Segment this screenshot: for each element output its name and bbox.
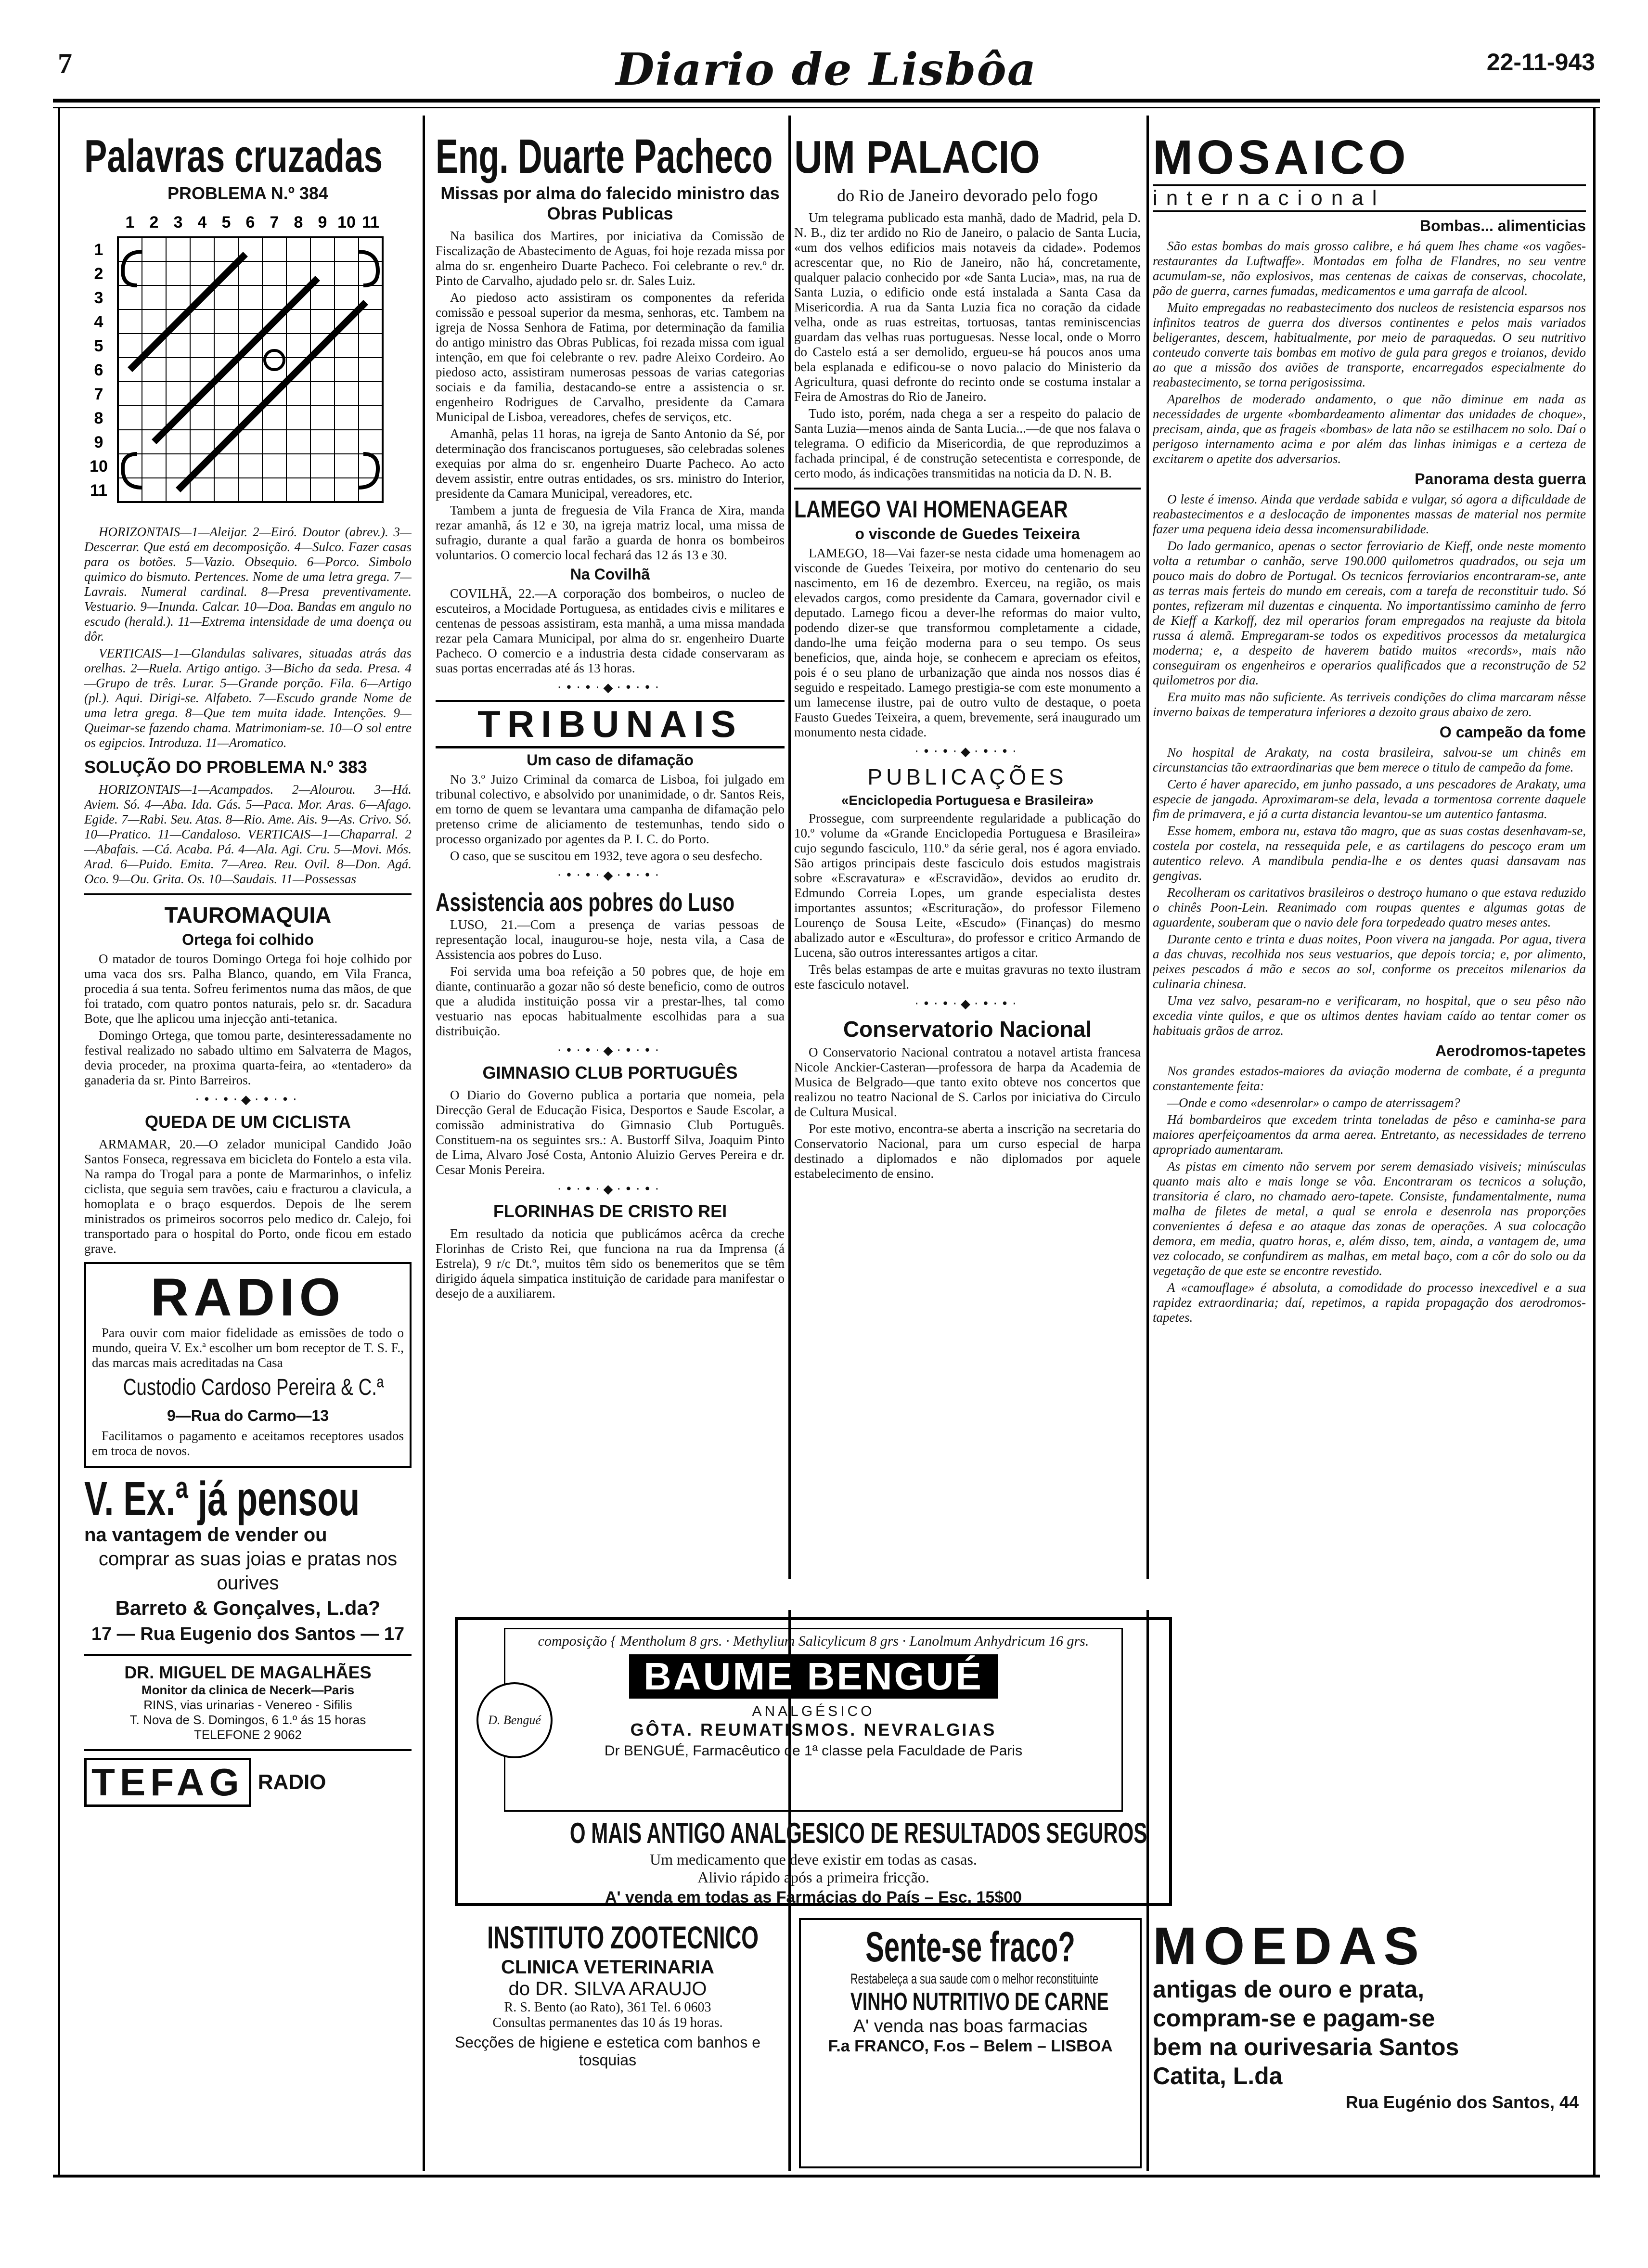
crossword-title: Palavras cruzadas (84, 132, 383, 182)
baume-tube (488, 1628, 1123, 1812)
mosaico-title: MOSAICO (1153, 132, 1410, 184)
conservatorio-text-2: Por este motivo, encontra-se aberta a inscrição na secretaria do Conservatorio Nacional, para um curso especial de harpa destinado a diplomados e não diplomados por aquele estabelecimento de ensino. (794, 1121, 1141, 1181)
moedas-line-3: bem na ourivesaria Santos (1153, 2034, 1459, 2061)
ornament: ·•·•·◆·•·•· (914, 997, 1020, 1011)
crossword-column-number: 2 (149, 213, 159, 232)
crossword-column-number: 7 (270, 213, 279, 232)
panorama-p1: O leste é imenso. Ainda que verdade sabida e vulgar, só agora a dificuldade de reabastecimentos e a deslocação de imponentes massas de material nos permite fazer uma pequena ideia dessa incomensurabilidade. (1153, 492, 1586, 536)
divider (84, 893, 412, 895)
ornament: ·•·•·◆·•·•· (557, 1182, 663, 1197)
tribunais-text: No 3.º Juizo Criminal da comarca de Lisboa, foi julgado em tribunal colectivo, e absolvido por unanimidade, o dr. Santos Reis, em torno de quem se levantara uma campanha de difamação pelo pretenso crime de aliciamento de testemunhas, tendo sido o processo organizado por agentes da P. I. C. do Porto. (436, 772, 785, 846)
radio-ad-footer: Facilitamos o pagamento e aceitamos receptores usados em troca de novos. (92, 1429, 404, 1458)
masthead-rule-thin (53, 107, 1600, 108)
publicacoes-title: PUBLICAÇÕES (867, 764, 1068, 789)
tauromaquia-text: O matador de touros Domingo Ortega foi hoje colhido por uma vaca dos srs. Palha Blanco, quando, em Vila Franca, procedia á sua tenta. Sofreu ferimentos numa das mãos, de que foi tratado, com quatro pontos naturais, pelo sr. dr. Sacadura Bote, que lhe aplicou uma injecção anti-tetanica. (84, 952, 412, 1026)
crossword-row-number: 5 (94, 337, 103, 355)
radio-ad-text: Para ouvir com maior fidelidade as emissões de todo o mundo, queira V. Ex.ª escolher um bom receptor de T. S. F., das marcas mais acreditadas na Casa (92, 1326, 404, 1370)
moedas-address: Rua Eugénio dos Santos, 44 (1345, 2092, 1579, 2112)
solution-text: HORIZONTAIS—1—Acampados. 2—Alourou. 3—Há. Aviem. Só. 4—Aba. Ida. Gás. 5—Paca. Mor. Aras. 6—Afago. Egide. 7—Rabi. Seu. Atas. 8—Rio. Ame. Ais. 9—As. Crivo. Só. 10—Pratico. 11—Candaloso. VERTICAIS—1—Chaparral. 2—Abafais. —Cá. Acaba. Pá. 4—Ala. Agi. Cru. 5—Movi. Mós. Arad. 6—Puido. Emita. 7—Area. Reu. Ovil. 8—Don. Agá. Oco. 9—Ou. Grita. Os. 10—Saudais. 11—Possessas (84, 782, 412, 886)
panorama-title: Panorama desta guerra (1415, 470, 1586, 488)
panorama-p3: Era muito mas não suficiente. As terriveis condições do clima marcaram nêsse inverno baixas de temperatura inferiores a dezoito graus abaixo de zero. (1153, 690, 1586, 719)
vinho-line-2: VINHO NUTRITIVO DE CARNE (850, 1988, 1109, 2016)
vinho-title: Sente-se fraco? (865, 1923, 1075, 1971)
crossword-problem: PROBLEMA N.º 384 (167, 183, 328, 203)
crossword-row-number: 11 (90, 481, 107, 500)
covilha-title: Na Covilhã (570, 566, 650, 583)
vinho-line-1: Restabeleça a sua saude com o melhor reconstituinte (850, 1971, 1098, 1987)
palacio-p2: Tudo isto, porém, nada chega a ser a respeito do palacio de Santa Luzia—menos ainda de Santa Lucia...—de que nos falava o telegrama. O edificio da Misericordia, de que reproduzimos a fachada principal, é de construção setecentista e corresponde, de certo modo, ás indicações transmitidas na noticia da D. N. B. (794, 406, 1141, 480)
crossword-column-number: 6 (245, 213, 255, 232)
gimnasio-text: O Diario do Governo publica a portaria que nomeia, pela Direcção Geral de Educação Fisica, Desportos e Saude Escolar, a comissão administrativa do Gimnasio Club Português. Constituem-na os seguintes srs.: A. Bustorff Silva, Joaquim Pinto de Lima, Alvaro José Costa, Antonio Aluizio Gerves Pereira e dr. Cesar Monis Pereira. (436, 1088, 785, 1177)
column-3 (794, 132, 1141, 1608)
issue-date: 22-11-943 (1486, 49, 1595, 76)
crossword-svg (84, 208, 412, 516)
column-divider-2 (788, 116, 791, 1579)
crossword-column-number: 10 (337, 213, 356, 232)
baume-analgesico: ANALGÉSICO (752, 1703, 875, 1719)
moedas-ad (1153, 1918, 1588, 2168)
divider (84, 1654, 412, 1656)
assistencia-title: Assistencia aos pobres do Luso (436, 888, 735, 917)
palacio-p1: Um telegrama publicado esta manhã, dado de Madrid, pela D. N. B., diz ter ardido no Rio de Janeiro, o palacio de Santa Lucia, «um dos velhos edificios mais notaveis da cidade». Podemos acrescentar que, no Rio de Janeiro, não há, concretamente, qualquer palacio conhecido por «de Santa Lucia», mas, na rua de Santa Luzia, o edificio onde está instalada a Santa Casa da Misericordia. A rua da Santa Luzia fica no coração da cidade velha, onde as ruas estreitas, tortuosas, tantas reminiscencias guardam das velhas ruas portuguesas. Nesse local, onde o Morro do Castelo está a ser demolido, ergueu-se há poucos anos uma bela esplanada e edificou-se o novo palacio do Ministerio da Agricultura, quasi defronte do recinto onde se costuma instalar a Feira de Amostras do Rio de Janeiro. (794, 210, 1141, 404)
panorama-p2: Do lado germanico, apenas o sector ferroviario de Kieff, onde neste momento volta a retumbar o canhão, serve 190.000 quilometros quadrados, ou seja um pouco mais do dobro de Portugal. Os tecnicos ferroviarios encontraram-se, ante as terras mais ferteis do mundo em cereais, com a tarefa de reconstituir tudo. Só pontes, refizeram mil duzentas e cinquenta. No importantissimo caminho de ferro de Kieff a Karkoff, dez mil operarios foram empregados na reajuste da bitola russa á alemã. Empregaram-se todos os expeditivos processos da metalurgica moderna; e, a despeito de haverem batido muitos «records», mais não conseguiram os engenheiros e operarios qualificados que a reconstrução de 52 quilometros por dia. (1153, 539, 1586, 687)
ciclista-text: ARMAMAR, 20.—O zelador municipal Candido João Santos Fonseca, regressava em bicicleta do Fontelo a esta vila. Na rampa do Trogal para a ponte de Marmarinhos, o infeliz ciclista, que seguia sem travões, caiu e fracturou a clavicula, a homoplata e o braço esquerdos. Depois de lhe serem ministrados os primeiros socorros pelo medico dr. Calejo, foi transportado para o hospital do Porto, onde ficou em estado grave. (84, 1137, 412, 1256)
baume-bengue-ad (455, 1617, 1172, 1906)
baume-maker: Dr BENGUÉ, Farmacêutico de 1ª classe pela Faculdade de Paris (604, 1743, 1023, 1759)
page-number: 7 (58, 48, 72, 79)
crossword-row-number: 4 (94, 313, 103, 331)
divider (84, 1749, 412, 1751)
conservatorio-title: Conservatorio Nacional (843, 1017, 1092, 1042)
jewelry-ad-line-4: 17 — Rua Eugenio dos Santos — 17 (91, 1624, 405, 1644)
tribunais-subtitle: Um caso de difamação (527, 751, 694, 769)
frame-left (58, 107, 60, 2177)
gimnasio-title: GIMNASIO CLUB PORTUGUÊS (482, 1063, 738, 1082)
ciclista-title: QUEDA DE UM CICLISTA (145, 1112, 351, 1132)
jewelry-ad-title: V. Ex.ª já pensou (84, 1472, 360, 1526)
fome-p6: Uma vez salvo, pesaram-no e verificaram, no hospital, que o seu pêso não excedia vinte quilos, e que os ultimos dentes haviam caído ao tentar comer os habituais grãos de arroz. (1153, 993, 1586, 1038)
instituto-ad (436, 1918, 780, 2168)
ornament: ·•·•·◆·•·•· (195, 1093, 301, 1107)
florinhas-title: FLORINHAS DE CRISTO REI (493, 1201, 727, 1221)
vinho-line-4: F.a FRANCO, F.os – Belem – LISBOA (828, 2037, 1113, 2055)
radio-ad-shop: Custodio Cardoso Pereira & C.ª (123, 1375, 384, 1400)
ornament: ·•·•·◆·•·•· (557, 868, 663, 883)
fome-p2: Certo é haver aparecido, em junho passado, a uns pescadores de Arakaty, uma especie de jangada. Aproximaram-se dela, levada a tormentosa corrente daquele fim de primavera, e já a curta distancia levantou-se um autentico fantasma. (1153, 777, 1586, 821)
vinho-ad (799, 1918, 1142, 2168)
covilha-text: COVILHÃ, 22.—A corporação dos bombeiros, o nucleo de escuteiros, a Mocidade Portuguesa, as entidades civis e militares e centenas de pessoas assistiram, esta manhã, a uma missa mandada rezar pela Camara Municipal, por alma do sr. engenheiro Duarte Pacheco. O comercio e a industria desta cidade conservaram as suas portas encerradas até ás 13 horas. (436, 586, 785, 675)
crossword-row-number: 8 (94, 409, 103, 427)
frame-right (1593, 107, 1596, 2177)
column-divider-3 (1146, 116, 1149, 1579)
pacheco-p4: Tambem a junta de freguesia de Vila Franca de Xira, manda rezar amanhã, ás 12 e 30, na igreja matriz local, uma missa de sufragio, durante a qual farão a guarda de honra os bombeiros voluntarios. O comercio local fechará das 12 ás 13 e 30. (436, 503, 785, 562)
masthead (58, 43, 1595, 96)
crossword-row-numbers (90, 241, 108, 500)
jewelry-ad-line-3: Barreto & Gonçalves, L.da? (115, 1597, 381, 1619)
tefag-logo: TEFAG (84, 1758, 251, 1807)
pacheco-p3: Amanhã, pelas 11 horas, na igreja de Santo Antonio da Sé, por determinação dos franciscanos portugueses, são celebradas solenes exequias por alma do sr. engenheiro Duarte Pacheco. Ao acto devem assistir, entre outras entidades, os srs. ministro do Interior, presidente da Camara Municipal, vereadores, etc. (436, 426, 785, 501)
column-4 (1153, 132, 1586, 1608)
aero-p1: Nos grandes estados-maiores da aviação moderna de combate, é a pregunta constantemente feita: (1153, 1064, 1586, 1093)
pacheco-title: Eng. Duarte Pacheco (436, 132, 773, 183)
ornament: ·•·•·◆·•·•· (557, 1044, 663, 1058)
instituto-line-2: do DR. SILVA ARAUJO (508, 1978, 707, 1999)
doctor-line-2: RINS, vias urinarias - Venereo - Sifilis (143, 1698, 352, 1712)
jewelry-ad-line-1: na vantagem de vender ou (84, 1524, 327, 1546)
ornament: ·•·•·◆·•·•· (914, 745, 1020, 759)
crossword-column-number: 4 (197, 213, 207, 232)
radio-ad-address: 9—Rua do Carmo—13 (167, 1407, 329, 1424)
crossword-vertical-clues: VERTICAIS—1—Glandulas salivares, situadas atrás das orelhas. 2—Ruela. Artigo antigo. 3—Bicho da seda. Presa. 4—Grupo de três. Lurar. 5—Grande porção. Fila. 6—Artigo (pl.). Aqui. Dirigi-se. Alfabeto. 7—Escudo grande Nome de uma letra grega. 8—Que tem muita idade. Intenções. 9—Queimar-se fazendo chama. Matrimoniam-se. 10—O sol entre os egipcios. Introduza. 11—Aromatico. (84, 646, 412, 750)
tefag-ad (84, 1758, 412, 1807)
mosaico-subtitle: internacional (1153, 184, 1586, 212)
conservatorio-text: O Conservatorio Nacional contratou a notavel artista francesa Nicole Anckier-Casteran—professora de harpa da Academia de Musica de Belgrado—que tanto exito obteve nos concertos que realizou no teatro Nacional de S. Carlos por iniciativa do Circulo de Cultura Musical. (794, 1045, 1141, 1119)
instituto-hours: Consultas permanentes das 10 ás 19 horas. (492, 2015, 723, 2030)
aero-p5: A «camouflage» é absoluta, a comodidade do processo inexcedivel e a sua rapidez extraordinaria; daí, repetimos, a rapida propagação dos aerodromos-tapetes. (1153, 1280, 1586, 1325)
crossword-row-number: 6 (94, 361, 103, 379)
crossword-column-number: 3 (173, 213, 183, 232)
palacio-subtitle: do Rio de Janeiro devorado pelo fogo (837, 186, 1098, 205)
assistencia-text: LUSO, 21.—Com a presença de varias pessoas de representação local, inaugurou-se hoje, nesta vila, a Casa de Assistencia aos pobres do Luso. (436, 917, 785, 962)
lamego-text: LAMEGO, 18—Vai fazer-se nesta cidade uma homenagem ao visconde de Guedes Teixeira, por motivo do centenario do seu nascimento, em 16 de dezembro. Exerceu, na região, os mais elevados cargos, como presidente da Camara, governador civil e deputado. Lamego ficou a dever-lhe reformas do maior vulto, podendo dizer-se que transformou completamente a cidade, dando-lhe uma feição moderna para o seu tempo. Os seus beneficios, que, ainda hoje, se conhecem e apreciam os efeitos, pois é o seu plano de urbanização que ainda nos nossos dias é seguido e respeitado. Lamego prestigia-se com este monumento a um lamecense ilustre, pai de outro vulto de destaque, o poeta Fausto Guedes Teixeira, a quem, brevemente, será inaugurado um monumento nesta cidade. (794, 546, 1141, 739)
fome-p5: Durante cento e trinta e duas noites, Poon vivera na jangada. Por agua, tivera a das chuvas, recolhida nos seus vestuarios, que depois torcia; e, por alimento, peixes pescados á mão e secos ao sol, conforme os preceitos milenarios da culinaria chinesa. (1153, 932, 1586, 991)
aero-title: Aerodromos-tapetes (1435, 1042, 1586, 1059)
doctor-phone: TELEFONE 2 9062 (194, 1727, 302, 1742)
crossword-row-number: 9 (94, 433, 103, 451)
column-divider-1 (423, 116, 425, 2171)
crossword-row-number: 7 (94, 385, 103, 403)
jewelry-ad-line-2: comprar as suas joias e pratas nos ourives (98, 1548, 398, 1594)
divider (794, 488, 1141, 490)
crossword-row-number: 10 (90, 457, 108, 476)
pacheco-subtitle: Missas por alma do falecido ministro das Obras Publicas (440, 183, 780, 223)
aero-p4: As pistas em cimento não servem por serem demasiado visiveis; minúsculas quanto mais alto e mais longe se vôa. Encontraram os tecnicos a solução, transitoria é claro, no chamado aero-tapete. Consiste, fundamentalmente, numa malha de filetes de metal, a qual se enrola e desenrola nas proporções convenientes á defesa e ao ataque das zonas de operações. A sua colocação demora, em media, quatro horas, e, além disso, tem, ainda, a vantagem de, uma vez colocado, se confundirem as malhas, em metal baço, com a côr do solo ou da vegetação de que este se encontre revestido. (1153, 1159, 1586, 1278)
pacheco-p1: Na basilica dos Martires, por iniciativa da Comissão de Fiscalização de Abastecimento de Aguas, foi hoje rezada missa por alma do sr. engenheiro Duarte Pacheco. Foi celebrante o rev.º dr. Pinto de Carvalho, ajudado pelo sr. dr. Sales Luiz. (436, 229, 785, 288)
moedas-line-4: Catita, L.da (1153, 2062, 1283, 2089)
baume-line-1: Um medicamento que deve existir em todas as casas. (650, 1851, 977, 1868)
masthead-rule (53, 99, 1600, 103)
lamego-subtitle: o visconde de Guedes Teixeira (855, 525, 1080, 542)
moedas-line-1: antigas de ouro e prata, (1153, 1976, 1425, 2003)
crossword-grid (84, 208, 412, 519)
instituto-services: Secções de higiene e estetica com banhos e tosquias (454, 2034, 761, 2069)
moedas-line-2: compram-se e pagam-se (1153, 2005, 1435, 2032)
publicacoes-subtitle: «Enciclopedia Portuguesa e Brasileira» (841, 793, 1094, 808)
fome-p3: Esse homem, embora nu, estava tão magro, que as suas costas desenhavam-se, costela por costela, na ressequida pele, e as cartilagens do pescoço eram um autentico relevo. A mandibula pendia-lhe e os dentes quasi dansavam nas gengivas. (1153, 824, 1586, 883)
moedas-title: MOEDAS (1153, 1918, 1426, 1976)
tefag-radio: RADIO (258, 1770, 326, 1794)
fome-title: O campeão da fome (1439, 723, 1586, 741)
crossword-horizontal-clues: HORIZONTAIS—1—Aleijar. 2—Eiró. Doutor (abrev.). 3—Descerrar. Que está em decomposição. 4—Sulco. Fazer casas para os botões. 5—Vazio. Obsequio. 6—Porco. Simbolo quimico do bismuto. Pertences. Nome de uma letra grega. 7—Lavrais. Numeral cardinal. 8—Presa preventivamente. Vestuario. 9—Inunda. Calcar. 10—Doa. Bandas em angulo no escudo (herald.). 11—Extrema intensidade de uma doença ou dôr. (84, 525, 412, 644)
doctor-line-3: T. Nova de S. Domingos, 6 1.º ás 15 horas (129, 1713, 366, 1727)
column-2 (436, 132, 785, 1608)
baume-tagline: O MAIS ANTIGO ANALGESICO DE RESULTADOS SEGUROS (569, 1817, 1147, 1849)
solution-title: SOLUÇÃO DO PROBLEMA N.º 383 (84, 757, 367, 777)
baume-uses: GÔTA. REUMATISMOS. NEVRALGIAS (630, 1720, 997, 1740)
tribunais-text-2: O caso, que se suscitou em 1932, teve agora o seu desfecho. (450, 849, 763, 863)
frame-bottom (53, 2175, 1600, 2178)
bombas-title: Bombas... alimenticias (1419, 217, 1586, 234)
doctor-ad (84, 1662, 412, 1742)
tauromaquia-text-2: Domingo Ortega, que tomou parte, desinteressadamente no festival realizado no sabado ultimo em Salvaterra de Magos, devia proceder, na proxima quarta-feira, ao «tentadero» da ganaderia da sr. Pinto Barreiros. (84, 1028, 412, 1087)
tauromaquia-title: TAUROMAQUIA (164, 902, 332, 928)
crossword-column-number: 5 (221, 213, 231, 232)
radio-ad (84, 1262, 412, 1468)
publicacoes-text-2: Três belas estampas de arte e muitas gravuras no texto ilustram este fasciculo notavel. (794, 962, 1141, 992)
aero-p2: —Onde e como «desenrolar» o campo de aterrissagem? (1167, 1095, 1460, 1110)
crossword-column-number: 9 (318, 213, 327, 232)
bombas-p2: Muito empregadas no reabastecimento dos nucleos de resistencia esparsos nos infinitos teatros de guerra dos diversos continentes e pelos mais variados beligerantes, descem, habitualmente, por meio de paraquedas. O seu nutritivo conteudo converte tais bombas em motivo de gula para gregos e troianos, devido ao que a missão dos aviões de transporte, encarregados especialmente do reabastecimento, se torna perigosissima. (1153, 300, 1586, 389)
fome-p4: Recolheram os caritativos brasileiros o destroço humano o que estava reduzido o chinês Poon-Lein. Reanimado com roupas quentes e algumas gotas de aguardente, souberam que o navio dele fora torpedeado quatro meses antes. (1153, 885, 1586, 929)
vinho-line-3: A' venda nas boas farmacias (853, 2016, 1088, 2036)
bombas-p3: Aparelhos de moderado andamento, o que não diminue em nada as necessidades de urgente «bombardeamento alimentar das unidades de choque», precisam, ainda, que as frageis «bombas» de lata não se estilhacem no solo. Daí o perigoso internamento acima e por além das linhas inimigas e a certeza de excitarem o apetite dos adversarios. (1153, 392, 1586, 466)
fome-p1: No hospital de Arakaty, na costa brasileira, salvou-se um chinês em circunstancias tão extraordinarias que bem merece o titulo de campeão da fome. (1153, 745, 1586, 774)
publicacoes-text: Prossegue, com surpreendente regularidade a publicação do 10.º volume da «Grande Enciclopedia Portuguesa e Brasileira» cujo segundo fasciculo, 110.º da série geral, nos é agora enviado. São artigos principais deste fasciculo dois estudos magistrais sobre «Escravatura» e «Escravidão», devidos ao erudito dr. Edmundo Correia Lopes, um grande especialista destes importantes assuntos; «Escrituração», do professor Filemeno Lourenço de Sousa Leite, «Escudo» (Finanças) do mesmo abalizado autor e «Escultura», do professor e critico Armando de Lucena, são outros interessantes artigos a citar. (794, 811, 1141, 960)
crossword-row-number: 2 (94, 265, 103, 283)
baume-seal: D. Bengué (476, 1682, 553, 1758)
bombas-p1: São estas bombas do mais grosso calibre, e há quem lhes chame «os vagões-restaurantes da Luftwaffe». Montadas em folha de Flandres, no seu ventre acumulam-se, não explosivos, mas centenas de caixas de conservas, chocolate, pão de guerra, carnes fumadas, medicamentos e uma garrafa de alcool. (1153, 239, 1586, 298)
crossword-column-number: 11 (362, 213, 379, 232)
instituto-address: R. S. Bento (ao Rato), 361 Tel. 6 0603 (504, 2000, 711, 2015)
jewelry-ad (84, 1472, 412, 1647)
crossword-column-numbers (126, 213, 379, 232)
radio-ad-title: RADIO (150, 1268, 346, 1327)
florinhas-text: Em resultado da noticia que publicámos acêrca da creche Florinhas de Cristo Rei, que funciona na rua da Imprensa (á Estrela), 9 r/c Dt.º, muitos têm sido os benemeritos que se têm dirigido áquela simpatica instituição de caridade para manifestar o desejo de a auxiliarem. (436, 1226, 785, 1301)
tauromaquia-subtitle: Ortega foi colhido (182, 931, 314, 948)
tribunais-title: TRIBUNAIS (436, 700, 785, 748)
crossword-column-number: 8 (294, 213, 303, 232)
crossword-lines (118, 237, 383, 502)
instituto-line-1: CLINICA VETERINARIA (501, 1957, 714, 1978)
newspaper-title: Diario de Lisbôa (616, 43, 1037, 95)
baume-line-2: Alivio rápido após a primeira fricção. (697, 1869, 929, 1886)
column-1 (84, 132, 412, 2168)
pacheco-p2: Ao piedoso acto assistiram os componentes da referida comissão e pessoal superior da mesma, senhoras, etc. Tambem na igreja de Nossa Senhora de Fatima, por determinação da familia do antigo ministro das Obras Publicas, foi rezada missa com igual intenção, em que foi celebrante o rev. padre Aleixo Cordeiro. Ao piedoso acto, assistiram numerosas pessoas de varias categorias sociais e da familia, destacando-se entre a assistencia o sr. engenheiro Rodrigues de Carvalho, presidente da Camara Municipal de Lisboa, vereadores, chefes de serviços, etc. (436, 290, 785, 424)
baume-brand: BAUME BENGUÉ (629, 1654, 998, 1699)
aero-p3: Há bombardeiros que excedem trinta toneladas de pêso e caminha-se para maiores aperfeiçoamentos da arma aerea. Entretanto, as necessidades de terreno apropriado aumentaram. (1153, 1112, 1586, 1157)
ornament: ·•·•·◆·•·•· (557, 681, 663, 695)
assistencia-text-2: Foi servida uma boa refeição a 50 pobres que, de hoje em diante, continuarão a gozar não só deste beneficio, como de outros que a aludida instituição possa vir a prestar-lhes, tal como vestuario nas epocas habitualmente escolhidas para a sua distribuição. (436, 964, 785, 1038)
crossword-column-number: 1 (125, 213, 135, 232)
doctor-line-1: Monitor da clinica de Necerk—Paris (141, 1683, 355, 1697)
baume-price: A' venda em todas as Farmácias do País – Esc. 15$00 (605, 1888, 1022, 1907)
baume-composition: composição { Mentholum 8 grs. · Methylium Salicylicum 8 grs · Lanolmum Anhydricum 16 grs. (538, 1633, 1089, 1649)
instituto-title: INSTITUTO ZOOTECNICO (487, 1920, 759, 1955)
crossword-row-number: 3 (94, 289, 103, 307)
doctor-name: DR. MIGUEL DE MAGALHÃES (124, 1662, 372, 1682)
palacio-title: UM PALACIO (794, 132, 1040, 183)
crossword-row-number: 1 (94, 241, 103, 259)
lamego-title: LAMEGO VAI HOMENAGEAR (794, 496, 1068, 523)
